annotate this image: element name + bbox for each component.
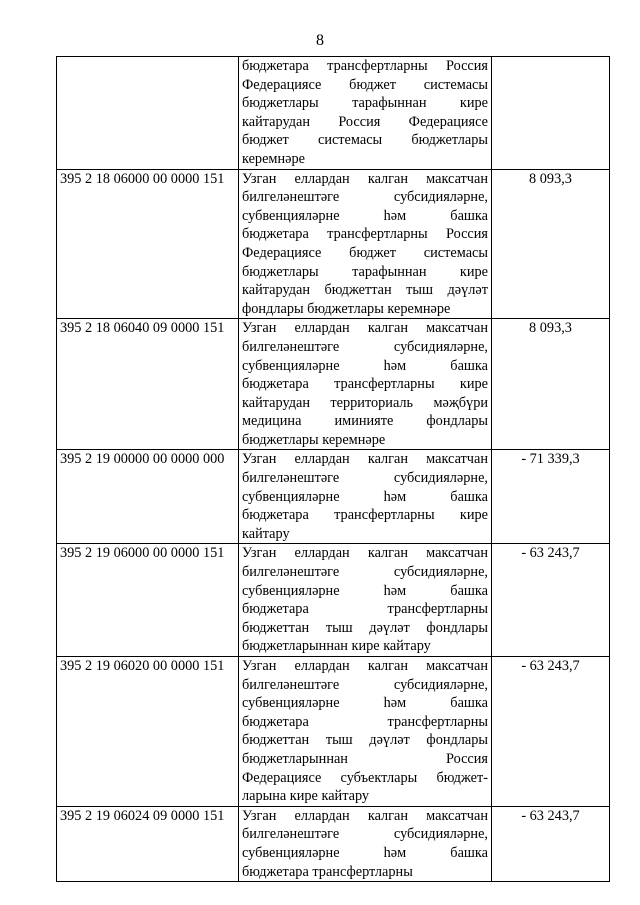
amount-cell: - 63 243,7 [492, 544, 610, 657]
description-line: субвенцияләрне һәм башка [242, 695, 488, 712]
description-line: кайтарудан Россия Федерациясе [242, 113, 488, 130]
description-line: керемнәре [242, 150, 305, 167]
description-line: бюджетара трансфертларны Россия [242, 58, 488, 74]
description-line: билгеләнештәге субсидияләрне, [242, 826, 488, 843]
description-line: бюджетара трансфертларны Россия [242, 226, 488, 243]
description-cell [239, 657, 492, 807]
description-cell [239, 319, 492, 450]
description-line: бюджетара трансфертларны кире [242, 507, 488, 524]
description-line: Федерациясе бюджет системасы [242, 76, 488, 93]
amount-cell: - 63 243,7 [492, 806, 610, 881]
description-cell [239, 57, 492, 170]
description-line: бюджеттан тыш дәүләт фондлары [242, 619, 488, 636]
budget-code-cell: 395 2 18 06000 00 0000 151 [57, 169, 239, 319]
page-number: 8 [316, 32, 324, 49]
budget-code-cell: 395 2 19 00000 00 0000 000 [57, 450, 239, 544]
description-cell [239, 450, 492, 544]
description-line: субвенцияләрне һәм башка [242, 488, 488, 505]
description-line: бюджет системасы бюджетлары [242, 132, 488, 149]
budget-code-cell: 395 2 18 06040 09 0000 151 [57, 319, 239, 450]
budget-code-cell [57, 57, 239, 170]
description-line: билгеләнештәге субсидияләрне, [242, 564, 488, 581]
amount-cell: 8 093,3 [492, 169, 610, 319]
description-line: субвенцияләрне һәм башка [242, 207, 488, 224]
description-cell [239, 806, 492, 881]
description-line: Узган еллардан калган максатчан [242, 320, 488, 337]
budget-code-cell: 395 2 19 06000 00 0000 151 [57, 544, 239, 657]
description-line: бюджетара трансфертларны [242, 863, 413, 880]
description-line: кайтару [242, 525, 290, 542]
table-row [57, 450, 610, 544]
description-line: бюджетларыннан кире кайтару [242, 638, 431, 655]
description-line: фондлары бюджетлары керемнәре [242, 300, 451, 317]
description-line: Узган еллардан калган максатчан [242, 545, 488, 562]
description-line: Федерациясе бюджет системасы [242, 244, 488, 261]
description-line: билгеләнештәге субсидияләрне, [242, 338, 488, 355]
table-row [57, 319, 610, 450]
description-line: Федерациясе субъектлары бюджет- [242, 769, 488, 786]
table-row [57, 169, 610, 319]
budget-code-cell: 395 2 19 06020 00 0000 151 [57, 657, 239, 807]
budget-classification-table [56, 56, 610, 882]
amount-cell: - 63 243,7 [492, 657, 610, 807]
description-line: бюджетара трансфертларны [242, 601, 488, 618]
description-line: бюджетара трансфертларны кире [242, 376, 488, 393]
description-line: субвенцияләрне һәм башка [242, 357, 488, 374]
description-cell [239, 544, 492, 657]
description-line: бюджетара трансфертларны [242, 713, 488, 730]
description-line: Узган еллардан калган максатчан [242, 807, 488, 824]
description-line: субвенцияләрне һәм башка [242, 582, 488, 599]
description-line: кайтарудан территориаль мәҗбүри [242, 394, 488, 411]
description-line: Узган еллардан калган максатчан [242, 451, 488, 468]
description-line: бюджетларыннан Россия [242, 750, 488, 767]
amount-cell [492, 57, 610, 170]
description-line: бюджетлары керемнәре [242, 431, 386, 448]
table-body [57, 57, 610, 882]
table-row [57, 544, 610, 657]
description-line: медицина иминияте фондлары [242, 413, 488, 430]
description-line: субвенцияләрне һәм башка [242, 844, 488, 861]
description-line: ларына кире кайтару [242, 788, 370, 805]
description-cell [239, 169, 492, 319]
description-line: бюджетлары тарафыннан кире [242, 95, 488, 112]
description-line: бюджеттан тыш дәүләт фондлары [242, 732, 488, 749]
description-line: билгеләнештәге субсидияләрне, [242, 470, 488, 487]
table-row [57, 657, 610, 807]
description-line: кайтарудан бюджеттан тыш дәүләт [242, 282, 488, 299]
description-line: бюджетлары тарафыннан кире [242, 263, 488, 280]
description-line: билгеләнештәге субсидияләрне, [242, 189, 488, 206]
budget-code-cell: 395 2 19 06024 09 0000 151 [57, 806, 239, 881]
description-line: Узган еллардан калган максатчан [242, 658, 488, 674]
table-row [57, 57, 610, 170]
description-line: билгеләнештәге субсидияләрне, [242, 676, 488, 693]
table-row [57, 806, 610, 881]
description-line: Узган еллардан калган максатчан [242, 170, 488, 187]
amount-cell: 8 093,3 [492, 319, 610, 450]
amount-cell: - 71 339,3 [492, 450, 610, 544]
